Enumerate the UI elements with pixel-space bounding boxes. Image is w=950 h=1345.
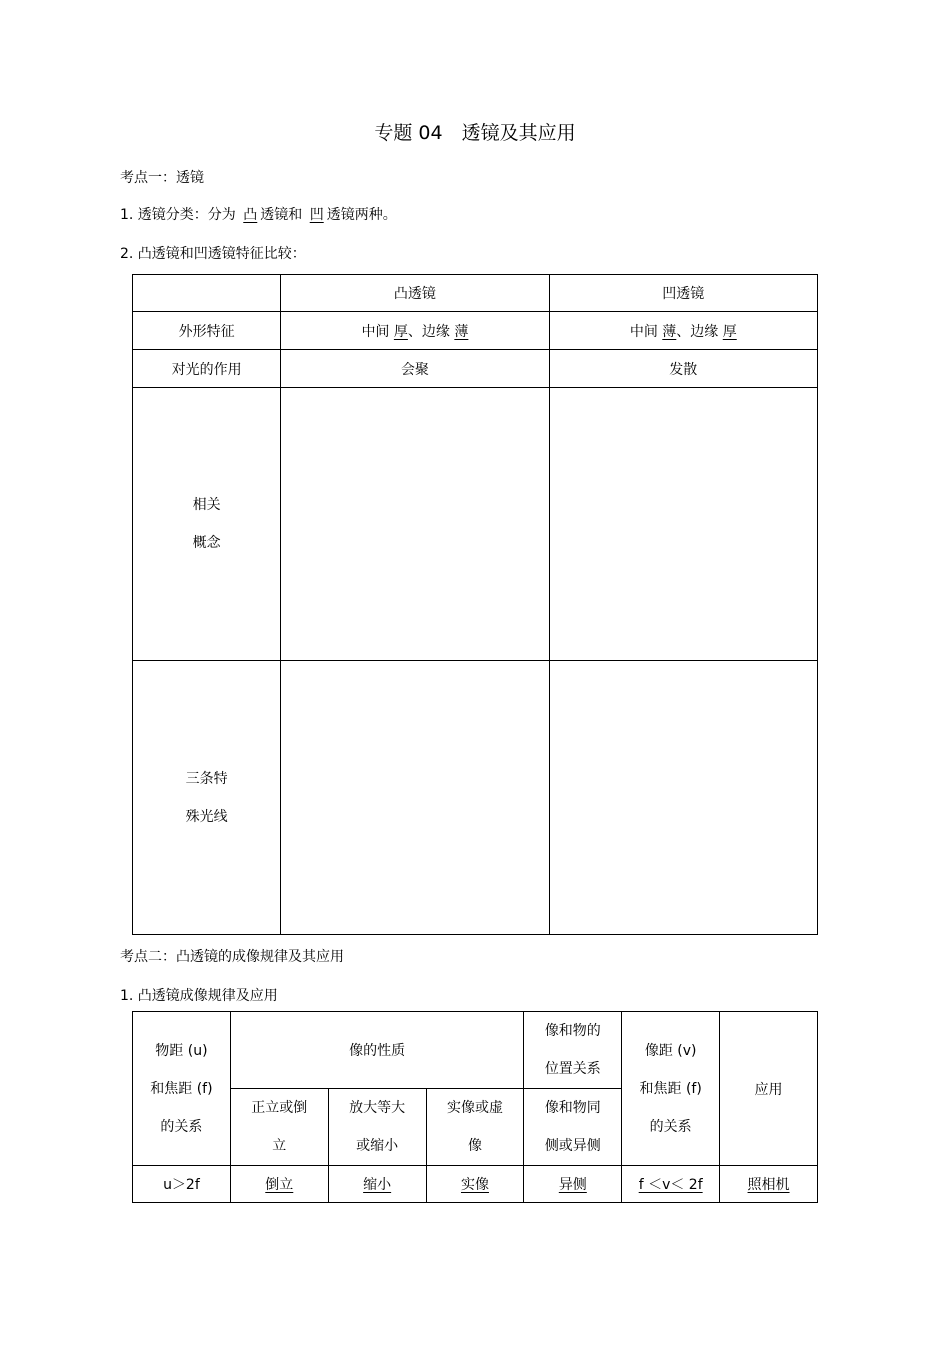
imaging-rules-intro: 1. 凸透镜成像规律及应用 xyxy=(120,988,278,1004)
imaging-rules-table xyxy=(132,1011,818,1203)
convex-rays xyxy=(281,661,549,935)
section2-heading: 考点二：凸透镜的成像规律及其应用 xyxy=(120,949,344,965)
blank-concave: 凹 xyxy=(309,207,324,223)
row-label-effect: 对光的作用 xyxy=(133,350,281,388)
page-title: 专题 04 透镜及其应用 xyxy=(374,122,576,144)
cell-app: 照相机 xyxy=(720,1166,818,1203)
concave-shape: 中间 薄、边缘 厚 xyxy=(549,312,817,350)
convex-effect: 会聚 xyxy=(281,350,549,388)
header-object-distance: 物距 (u) 和焦距 (f) 的关系 xyxy=(133,1012,231,1166)
convex-shape: 中间 厚、边缘 薄 xyxy=(281,312,549,350)
cell-side: 异侧 xyxy=(524,1166,622,1203)
concave-effect: 发散 xyxy=(549,350,817,388)
cell-u: u＞2f xyxy=(133,1166,231,1203)
cell-upright: 倒立 xyxy=(230,1166,328,1203)
table-cell-empty xyxy=(133,275,281,312)
header-image-nature: 像的性质 xyxy=(230,1012,524,1089)
row-label-concepts: 相关 概念 xyxy=(133,388,281,661)
header-concave: 凹透镜 xyxy=(549,275,817,312)
row-label-shape: 外形特征 xyxy=(133,312,281,350)
subheader-side: 像和物同 侧或异侧 xyxy=(524,1089,622,1166)
concave-rays xyxy=(549,661,817,935)
row-label-rays: 三条特 殊光线 xyxy=(133,661,281,935)
lens-classification: 1. 透镜分类：分为 凸 透镜和 凹 透镜两种。 xyxy=(120,207,397,223)
section1-heading: 考点一：透镜 xyxy=(120,170,204,186)
cell-real: 实像 xyxy=(426,1166,524,1203)
blank-convex: 凸 xyxy=(243,207,258,223)
lens-comparison-table xyxy=(132,274,818,935)
header-image-distance: 像距 (v) 和焦距 (f) 的关系 xyxy=(622,1012,720,1166)
concave-concepts xyxy=(549,388,817,661)
header-convex: 凸透镜 xyxy=(281,275,549,312)
table-row xyxy=(133,1166,818,1203)
convex-concepts xyxy=(281,388,549,661)
subheader-size: 放大等大 或缩小 xyxy=(328,1089,426,1166)
cell-v: f ＜v＜ 2f xyxy=(622,1166,720,1203)
header-application: 应用 xyxy=(720,1012,818,1166)
comparison-intro: 2. 凸透镜和凹透镜特征比较： xyxy=(120,246,306,262)
header-position: 像和物的 位置关系 xyxy=(524,1012,622,1089)
cell-size: 缩小 xyxy=(328,1166,426,1203)
subheader-real: 实像或虚 像 xyxy=(426,1089,524,1166)
subheader-upright: 正立或倒 立 xyxy=(230,1089,328,1166)
